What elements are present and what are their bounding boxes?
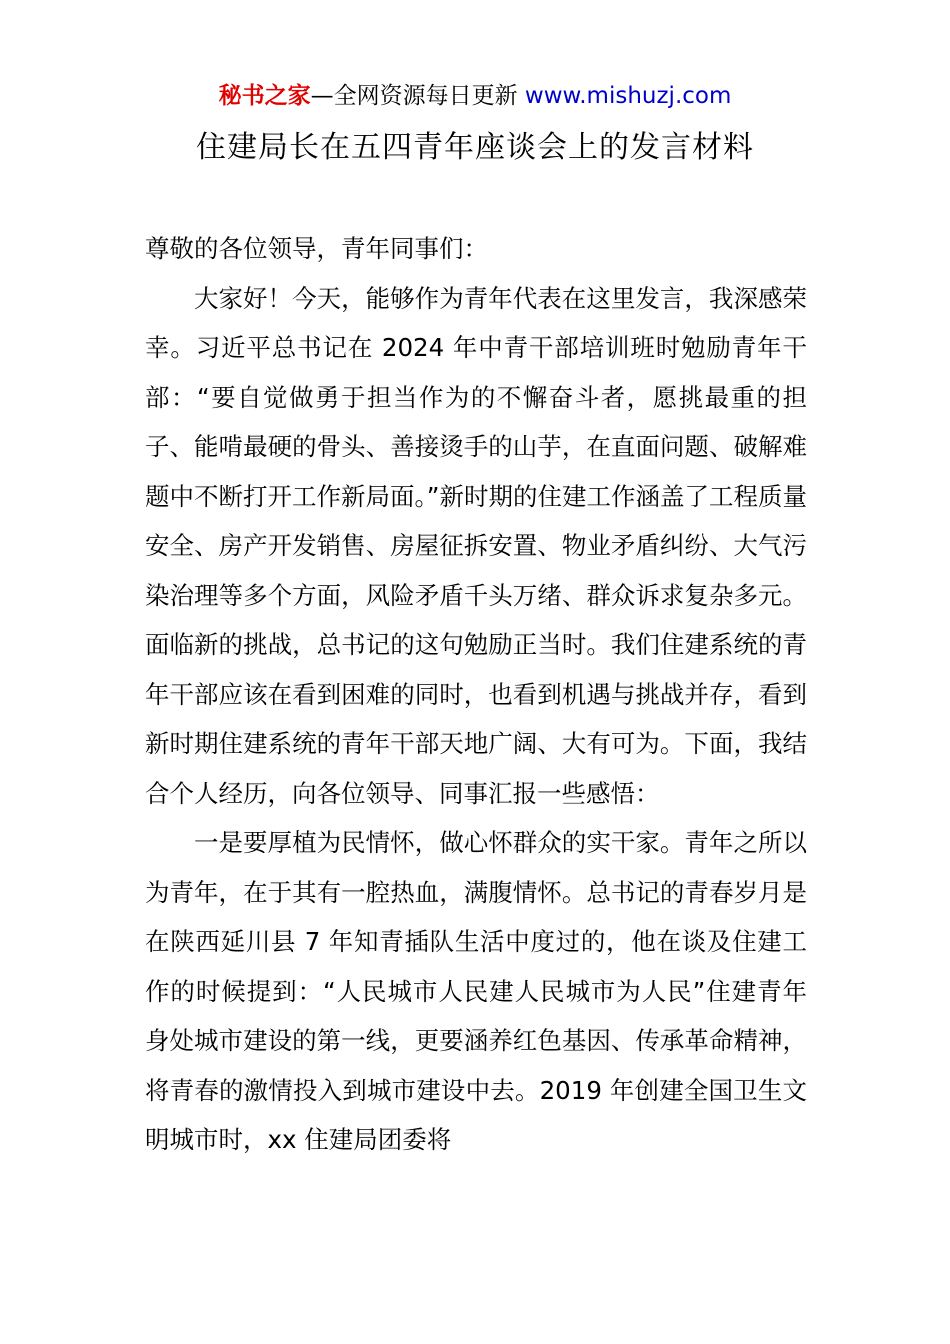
paragraph-intro: 大家好！今天，能够作为青年代表在这里发言，我深感荣幸。习近平总书记在 2024 年中青干部培训班时勉励青年干部：“要自觉做勇于担当作为的不懈奋斗者，愿挑最重的担子、能啃最硬的骨头、善接烫手的山芋，在直面问题、破解难题中不断打开工作新局面。”新时期的住建工作涵盖了工程质量安全、房产开发销售、房屋征拆安置、物业矛盾纠纷、大气污染治理等多个方面，风险矛盾千头万绪、群众诉求复杂多元。面临新的挑战，总书记的这句勉励正当时。我们住建系统的青年干部应该在看到困难的同时，也看到机遇与挑战并存，看到新时期住建系统的青年干部天地广阔、大有可为。下面，我结合个人经历，向各位领导、同事汇报一些感悟： <box>145 283 807 808</box>
brand-name: 秘书之家 <box>218 83 311 109</box>
site-url-link[interactable]: www.mishuzj.com <box>524 83 732 109</box>
document-body <box>145 224 807 1165</box>
site-header <box>0 80 950 112</box>
salutation: 尊敬的各位领导，青年同事们： <box>145 234 488 263</box>
header-tagline: —全网资源每日更新 <box>310 83 518 109</box>
paragraph-point-one: 一是要厚植为民情怀，做心怀群众的实干家。青年之所以为青年，在于其有一腔热血，满腹情怀。总书记的青春岁月是在陕西延川县 7 年知青插队生活中度过的，他在谈及住建工作的时候提到：“人民城市人民建人民城市为人民”住建青年身处城市建设的第一线，更要涵养红色基因、传承革命精神，将青春的激情投入到城市建设中去。2019 年创建全国卫生文明城市时，xx 住建局团委将 <box>145 828 807 1154</box>
document-title: 住建局长在五四青年座谈会上的发言材料 <box>196 130 754 165</box>
